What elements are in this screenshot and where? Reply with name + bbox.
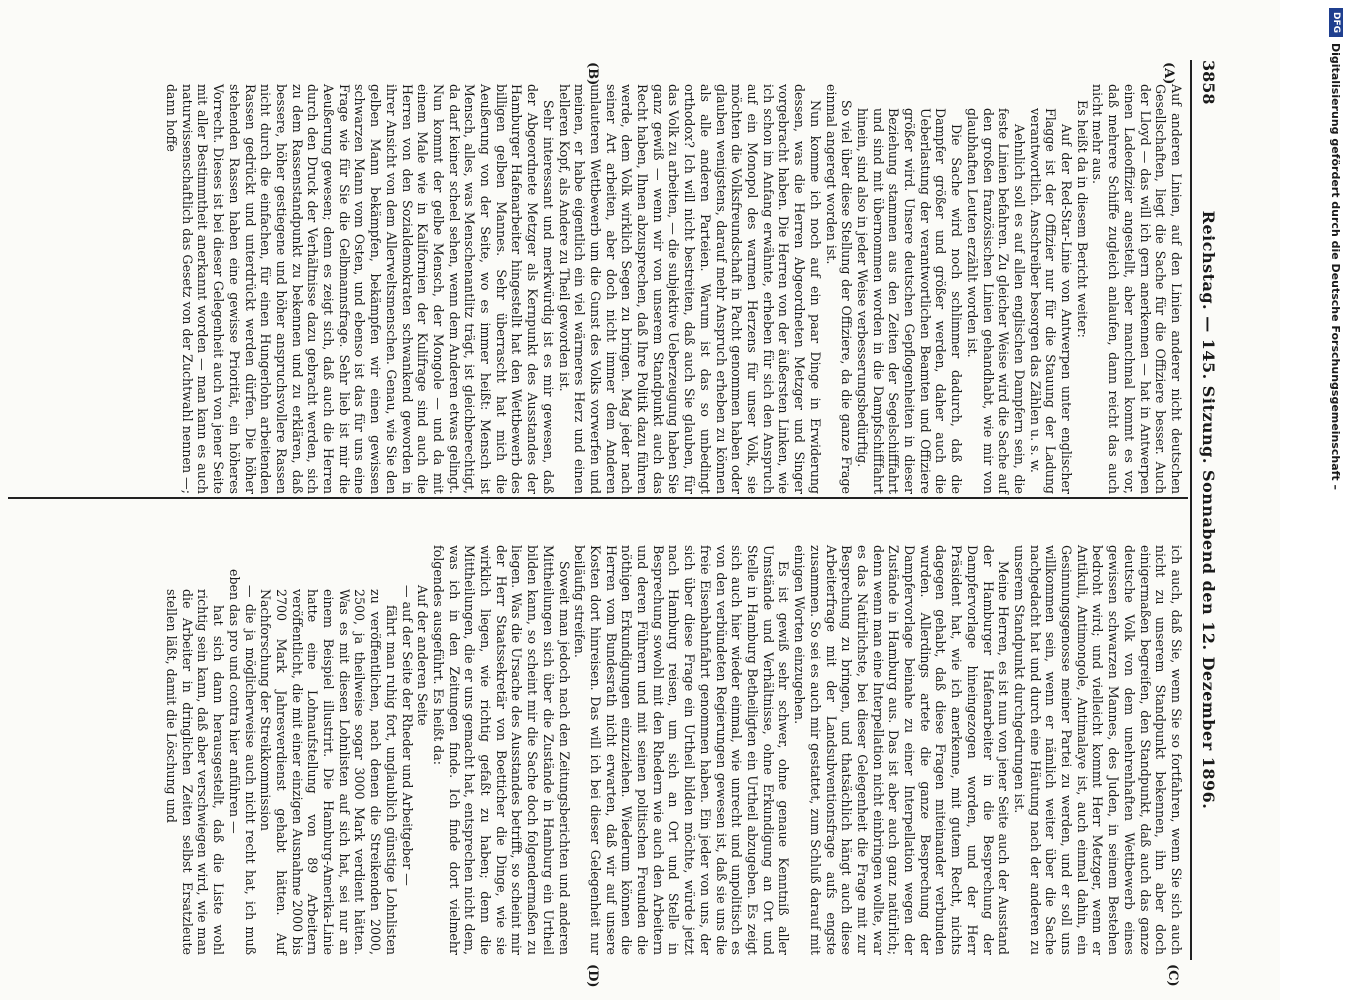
dfg-logo: DFG xyxy=(1329,8,1343,37)
paragraph: Aehnlich soll es auf allen englischen Dampfern sein, die feste Linien befahren. Zu gleicher Weise wird die Sache auf den großen französischen Linien gehandhabt, wie mir von glaubhaften Leuten erzählt worden ist. xyxy=(964,108,1027,494)
paragraph: fährt man ruhig fort, unglaublich günstige Lohnlisten zu veröffentlichen, nach denen die Streikenden 2000, 2500, ja theilweise sogar 3000 Mark verdient hätten. Was es mit diesen Lohnlisten auf sich hat, sei nur an einem Beispiel illustrirt. Die Hamburg-Amerika-Linie hatte eine Lohnaufstellung von 89 Arbeitern veröffentlicht, die mit einer einzigen Ausnahme 2000 bis 2700 Mark Jahresverdienst gehabt hätten. Auf Nachforschung der Streikkommission xyxy=(258,589,399,955)
paragraph: Nun komme ich noch auf ein paar Dinge in Erwiderung dessen, was die Herren Abgeordneten Metzger und Singer vorgebracht haben. Die Herren von der äußersten Linken, wie ich schon im Anfang erwähnte, erheben für sich den Anspruch auf ein Monopol des warmen Herzens für unser Volk, sie möchten die Volksfreundschaft in Pacht genommen haben oder glauben wenigstens, darauf mehr Anspruch erheben zu können als alle anderen Parteien. Warum ist das so unbedingt orthodox? Ich will nicht bestreiten, daß auch Sie glauben, für das Volk zu arbeiten, — die subjektive Ueberzeugung haben Sie ganz gewiß — wenn wir von unserem Standpunkt auch das Recht haben, Ihnen abzusprechen, daß Ihre Politik dazu führen werde, dem Volk wirklich Segen zu bringen. Mag jeder nach seiner Art arbeiten, aber doch nicht immer dem Anderen unlauteren Wettbewerb um die Gunst des Volks vorwerfen und meinen, er habe eigentlich ein viel wärmeres Herz und einen helleren Kopf, als Andere zu Theil geworden ist. xyxy=(556,84,823,494)
marker-b: (B) xyxy=(585,62,600,86)
left-column xyxy=(163,84,1184,494)
paragraph: — auf der Seite der Rheder und Arbeitgeber — xyxy=(399,585,415,886)
paragraph: Es ist gewiß sehr schwer, ohne genaue Kenntniß aller Umstände und Verhältnisse, ohne Erkundigung an Ort und Stelle in Hamburg Betheiligten ein Urtheil abzugeben. Es zeigt sich auch hier wieder einmal, wie unrecht und unpolitisch es von den verbündeten Regierungen gewesen ist, daß sie uns die freie Eisenbahnfahrt genommen haben. Ein jeder von uns, der sich über diese Frage ein Urtheil bilden möchte, würde jetzt nach Hamburg reisen, um sich an Ort und Stelle in Besprechung sowohl mit den Rhedern wie auch den Arbeitern und deren Führern und mit seinen politischen Freunden die nöthigen Erkundigungen einzuziehen. Wiederum können die Herren vom Bundesrath nicht erwarten, daß wir auf unsere Kosten dort hinreisen. Das will ich bei dieser Gelegenheit nur beiläufig streifen. xyxy=(572,545,792,955)
paragraph: Auf der Red-Star-Linie von Antwerpen unter englischer Flagge ist der Offizier nur für die Stauung der Ladung verantwortlich. Anschreiber besorgen das Zählen u. s. w. xyxy=(1027,108,1075,494)
paragraph: Auf der anderen Seite xyxy=(415,585,431,726)
digitization-strip xyxy=(1318,0,1353,1000)
paragraph: Die Sache wird noch schlimmer dadurch, daß die Dampfer größer und größer werden, daher auch die Ueberlastung der verantwortlichen Beamten und Offiziere größer wird. Unsere deutschen Gepflogenheiten in dieser Beziehung stammen aus den Zeiten der Segelschifffahrt und sind mit übernommen worden in die Dampfschifffahrt hinein, sind also in jeder Weise verbesserungsbedürftig. xyxy=(854,108,965,494)
page-number: 3858 xyxy=(1199,60,1218,105)
column-divider xyxy=(8,497,1188,499)
paragraph: So viel über diese Stellung der Offiziere, da die ganze Frage einmal angeregt worden ist. xyxy=(823,84,855,494)
paragraph: Es heißt da in diesem Bericht weiter: xyxy=(1074,100,1090,338)
marker-a: (A) xyxy=(1161,62,1176,85)
running-header xyxy=(1194,60,1218,960)
paragraph: Auf anderen Linien, auf den Linien anderer nicht deutschen Gesellschaften, liegt die Sache für die Offiziere besser. Auch der Lloyd — das will ich gern anerkennen — hat in Antwerpen einen Ladeoffizier angestellt, aber manchmal kommt es vor, daß mehrere Schiffe zugleich anlaufen, dann reicht das auch nicht mehr aus. xyxy=(1090,84,1184,494)
paragraph: Meine Herren, es ist nun von jener Seite auch der Ausstand der Hamburger Hafenarbeiter in die Besprechung der Dampfervorlage hineingezogen worden, und der Herr Präsident hat, wie ich anerkenne, mit gutem Recht, nichts dagegen gehabt, daß diese Fragen miteinander verbunden wurden. Allerdings artete die ganze Besprechung der Dampfervorlage beinahe zu einer Interpellation wegen der Zustände in Hamburg aus. Das ist aber auch ganz natürlich; denn wenn man eine Interpellation nicht einbringen wollte, war es das Natürlichste, bei dieser Gelegenheit die Frage mit zur Besprechung zu bringen, und thatsächlich hängt auch diese Arbeiterfrage mit der Landsubventionsfrage aufs engste zusammen. So sei es auch mir gestattet, zum Schluß darauf mit einigen Worten einzugehen. xyxy=(792,545,1012,955)
paragraph: — die ja möglicherweise auch nicht recht hat, ich muß eben das pro und contra hier anführen — xyxy=(226,569,258,955)
header-rule xyxy=(1190,60,1192,960)
paragraph: Soweit man jedoch nach den Zeitungsberichten und anderen Mittheilungen sich über die Zustände in Hamburg ein Urtheil bilden kann, so scheint mir die Sache doch folgendermaßen zu liegen. Was die Ursache des Ausstandes betrifft, so scheint mir der Herr Staatssekretär von Boetticher die Dinge, wie sie wirklich liegen, wie richtig gefaßt zu haben; denn die Mittheilungen, die er uns gemacht hat, entsprechen nicht dem, was ich in den Zeitungen finde. Ich finde dort vielmehr folgendes ausgeführt. Es heißt da: xyxy=(430,545,572,955)
paragraph: Sehr interessant und merkwürdig ist es mir gewesen, daß der Abgeordnete Metzger als Kernpunkt des Ausstandes der Hamburger Hafenarbeiter hingestellt hat den Wettbewerb des billigen gelben Mannes. Sehr überrascht hat mich die Aeußerung von der Seite, wo es immer heißt: Mensch ist Mensch, alles, was Menschenantlitz trägt, ist gleichberechtigt, da darf keiner scheel sehen, wenn dem Anderen etwas gelingt. Nun kommt der gelbe Mensch, der Mongole — und da mit einem Male wie in Kalifornien der Kulifrage sind auch die Herren von den Sozialdemokraten schwankend geworden in ihrer Ansicht von dem Allerweltsmenschen. Genau, wie Sie den gelben Mann bekämpfen, bekämpfen wir einen gewissen schwarzen Mann vom Osten, und ebenso ist das für uns eine Frage wie für Sie die Gelbmannsfrage. Sehr lieb ist mir die Aeußerung gewesen; denn es zeigt sich, daß auch die Herren durch den Druck der Verhältnisse dazu gebracht werden, sich zu dem Rassenstandpunkt zu bekennen und zu erklären, daß bessere, höher gestiegene und höher anspruchsvollere Rassen nicht durch die einfachen, für einen Hungerlohn arbeitenden Rassen gedrückt und unterdrückt werden dürfen. Die höher stehenden Rassen haben eine gewisse Priorität, ein höheres Vorrecht. Dieses ist bei dieser Gelegenheit auch von jener Seite mit aller Bestimmtheit anerkannt worden — man kann es auch naturwissenschaftlich das Gesetz von der Zuchtwahl nennen —; dann hoffe xyxy=(164,84,556,494)
marker-d: (D) xyxy=(585,964,600,988)
paragraph: hat sich dann herausgestellt, daß die Liste wohl richtig sein kann, daß aber verschwiegen wird, wie man die Arbeiter in dringlichen Zeiten selbst Ersatzleute stellen läßt, damit die Löschung und xyxy=(164,589,227,955)
header-title: Reichstag. — 145. Sitzung. Sonnabend den 12. Dezember 1896. xyxy=(1199,210,1218,810)
marker-c: (C) xyxy=(1165,964,1180,987)
right-column xyxy=(163,545,1184,955)
digitization-credit: Digitalisierung gefördert durch die Deutsche Forschungsgemeinschaft – xyxy=(1329,43,1343,491)
paragraph: ich auch, daß Sie, wenn Sie so fortfahren, wenn Sie sich auch nicht zu unserem Standpunkt bekennen, ihn aber doch einigermaßen begreifen, den Standpunkt, daß auch das ganze deutsche Volk von dem unehrenhaften Wettbewerb eines gewissen schwarzen Mannes, des Juden, in seinem Bestehen bedroht wird; und vielleicht kommt Herr Metzger, wenn er Antikuli, Antimongole, Antimalaye ist, auch einmal dahin, ein Gesinnungsgenosse meiner Partei zu werden, und er soll uns willkommen sein, wenn er nämlich weiter über die Sache nachgedacht hat und durch eine Häutung nach der anderen zu unserem Standpunkt durchgedrungen ist. xyxy=(1011,545,1184,955)
